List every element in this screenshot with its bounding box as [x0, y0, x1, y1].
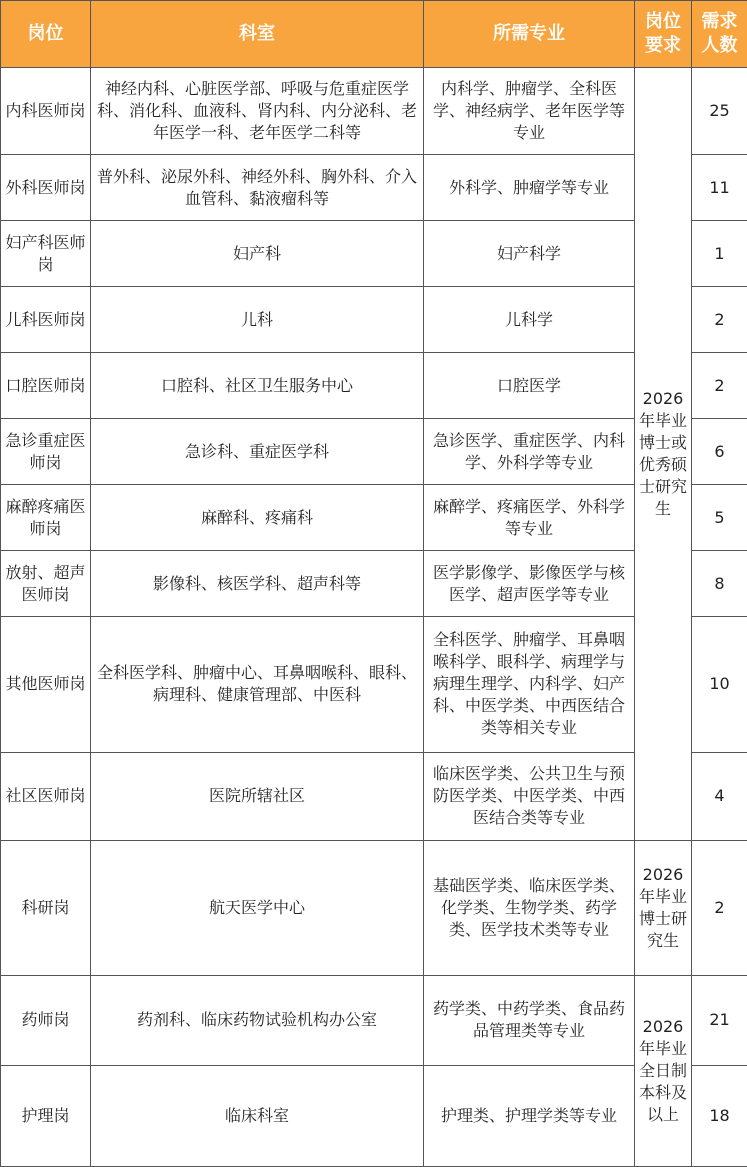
department-cell: 影像科、核医学科、超声科等 [91, 551, 424, 617]
major-cell: 护理类、护理学类等专业 [424, 1065, 635, 1166]
count-cell: 8 [692, 551, 747, 617]
department-cell: 全科医学科、肿瘤中心、耳鼻咽喉科、眼科、病理科、健康管理部、中医科 [91, 617, 424, 752]
count-cell: 6 [692, 419, 747, 485]
count-cell: 2 [692, 840, 747, 975]
department-cell: 航天医学中心 [91, 840, 424, 975]
major-cell: 药学类、中药学类、食品药品管理类等专业 [424, 975, 635, 1065]
count-cell: 21 [692, 975, 747, 1065]
major-cell: 儿科学 [424, 287, 635, 353]
major-cell: 外科学、肿瘤学等专业 [424, 155, 635, 221]
position-cell: 外科医师岗 [1, 155, 91, 221]
position-cell: 妇产科医师岗 [1, 221, 91, 287]
count-cell: 4 [692, 752, 747, 840]
major-cell: 妇产科学 [424, 221, 635, 287]
requirement-cell: 2026年毕业全日制本科及以上 [635, 975, 692, 1166]
major-cell: 麻醉学、疼痛医学、外科学等专业 [424, 485, 635, 551]
position-cell: 护理岗 [1, 1065, 91, 1166]
count-cell: 2 [692, 353, 747, 419]
department-cell: 临床科室 [91, 1065, 424, 1166]
table-row [1, 840, 747, 975]
major-cell: 临床医学类、公共卫生与预防医学类、中医学类、中西医结合类等专业 [424, 752, 635, 840]
department-cell: 麻醉科、疼痛科 [91, 485, 424, 551]
position-cell: 口腔医师岗 [1, 353, 91, 419]
table-row [1, 68, 747, 155]
position-cell: 药师岗 [1, 975, 91, 1065]
major-cell: 医学影像学、影像医学与核医学、超声医学等专业 [424, 551, 635, 617]
position-cell: 儿科医师岗 [1, 287, 91, 353]
count-cell: 5 [692, 485, 747, 551]
position-cell: 科研岗 [1, 840, 91, 975]
department-cell: 医院所辖社区 [91, 752, 424, 840]
header-requirement: 岗位要求 [635, 1, 692, 68]
count-cell: 1 [692, 221, 747, 287]
department-cell: 普外科、泌尿外科、神经外科、胸外科、介入血管科、黏液瘤科等 [91, 155, 424, 221]
count-cell: 10 [692, 617, 747, 752]
table-row [1, 975, 747, 1065]
count-cell: 2 [692, 287, 747, 353]
requirement-cell: 2026年毕业博士研究生 [635, 840, 692, 975]
position-cell: 放射、超声医师岗 [1, 551, 91, 617]
department-cell: 神经内科、心脏医学部、呼吸与危重症医学科、消化科、血液科、肾内科、内分泌科、老年医学一科、老年医学二科等 [91, 68, 424, 155]
department-cell: 药剂科、临床药物试验机构办公室 [91, 975, 424, 1065]
position-cell: 内科医师岗 [1, 68, 91, 155]
count-cell: 11 [692, 155, 747, 221]
major-cell: 急诊医学、重症医学、内科学、外科学等专业 [424, 419, 635, 485]
major-cell: 基础医学类、临床医学类、化学类、生物学类、药学类、医学技术类等专业 [424, 840, 635, 975]
major-cell: 口腔医学 [424, 353, 635, 419]
requirement-cell: 2026年毕业博士或优秀硕士研究生 [635, 68, 692, 841]
major-cell: 内科学、肿瘤学、全科医学、神经病学、老年医学等专业 [424, 68, 635, 155]
header-row [1, 1, 747, 68]
department-cell: 口腔科、社区卫生服务中心 [91, 353, 424, 419]
count-cell: 25 [692, 68, 747, 155]
header-department: 科室 [91, 1, 424, 68]
position-cell: 其他医师岗 [1, 617, 91, 752]
department-cell: 妇产科 [91, 221, 424, 287]
header-major: 所需专业 [424, 1, 635, 68]
header-count: 需求人数 [692, 1, 747, 68]
count-cell: 18 [692, 1065, 747, 1166]
header-position: 岗位 [1, 1, 91, 68]
position-cell: 麻醉疼痛医师岗 [1, 485, 91, 551]
department-cell: 儿科 [91, 287, 424, 353]
department-cell: 急诊科、重症医学科 [91, 419, 424, 485]
position-cell: 急诊重症医师岗 [1, 419, 91, 485]
position-cell: 社区医师岗 [1, 752, 91, 840]
major-cell: 全科医学、肿瘤学、耳鼻咽喉科学、眼科学、病理学与病理生理学、内科学、妇产科、中医学类、中西医结合类等相关专业 [424, 617, 635, 752]
